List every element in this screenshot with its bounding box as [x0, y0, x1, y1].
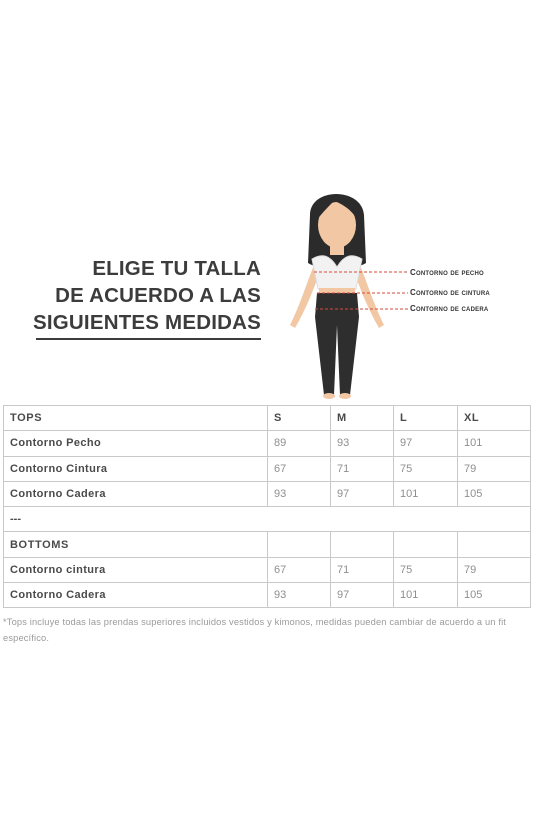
left-foot	[323, 393, 335, 399]
separator-row	[4, 507, 531, 532]
table-cell: 67	[268, 557, 331, 582]
table-cell: 101	[458, 431, 531, 456]
table-cell: 97	[331, 481, 394, 506]
size-table	[3, 405, 531, 608]
waist-label: Contorno de cintura	[410, 288, 490, 297]
pants	[315, 293, 359, 395]
table-row	[4, 583, 531, 608]
bottoms-header-row	[4, 532, 531, 557]
separator-cell: ---	[4, 507, 531, 532]
table-cell	[331, 532, 394, 557]
table-row	[4, 456, 531, 481]
right-foot	[339, 393, 351, 399]
heading-underline	[36, 338, 261, 340]
size-header-m: M	[331, 406, 394, 431]
chest-label: Contorno de pecho	[410, 268, 484, 277]
table-cell: 67	[268, 456, 331, 481]
table-cell	[394, 532, 458, 557]
row-label: Contorno cintura	[4, 557, 268, 582]
table-row	[4, 557, 531, 582]
heading-line-2: DE ACUERDO A LAS	[55, 284, 261, 307]
table-cell: 93	[268, 583, 331, 608]
table-cell: 105	[458, 481, 531, 506]
heading-line-3: SIGUIENTES MEDIDAS	[33, 311, 261, 334]
row-label: Contorno Pecho	[4, 431, 268, 456]
table-cell: 97	[394, 431, 458, 456]
woman-figure-illustration	[270, 185, 410, 400]
table-cell: 71	[331, 456, 394, 481]
size-header-xl: XL	[458, 406, 531, 431]
table-cell: 93	[268, 481, 331, 506]
table-cell: 105	[458, 583, 531, 608]
heading-line-1: ELIGE TU TALLA	[92, 257, 261, 280]
table-cell: 79	[458, 557, 531, 582]
table-cell: 93	[331, 431, 394, 456]
table-cell: 101	[394, 583, 458, 608]
footnote: *Tops incluye todas las prendas superiores incluidos vestidos y kimonos, medidas pueden cambiar de acuerdo a un fit específico.	[3, 617, 507, 643]
size-header-l: L	[394, 406, 458, 431]
table-cell: 75	[394, 456, 458, 481]
row-label: Contorno Cadera	[4, 481, 268, 506]
table-cell: 101	[394, 481, 458, 506]
hip-label: Contorno de cadera	[410, 304, 489, 313]
table-cell: 75	[394, 557, 458, 582]
size-guide-heading	[1, 255, 261, 336]
bottoms-header-cell: BOTTOMS	[4, 532, 268, 557]
table-cell: 71	[331, 557, 394, 582]
table-row	[4, 481, 531, 506]
tops-header-cell: TOPS	[4, 406, 268, 431]
table-cell	[458, 532, 531, 557]
row-label: Contorno Cadera	[4, 583, 268, 608]
size-header-s: S	[268, 406, 331, 431]
table-cell: 89	[268, 431, 331, 456]
table-cell: 79	[458, 456, 531, 481]
tops-header-row	[4, 406, 531, 431]
table-cell: 97	[331, 583, 394, 608]
table-row	[4, 431, 531, 456]
row-label: Contorno Cintura	[4, 456, 268, 481]
table-cell	[268, 532, 331, 557]
